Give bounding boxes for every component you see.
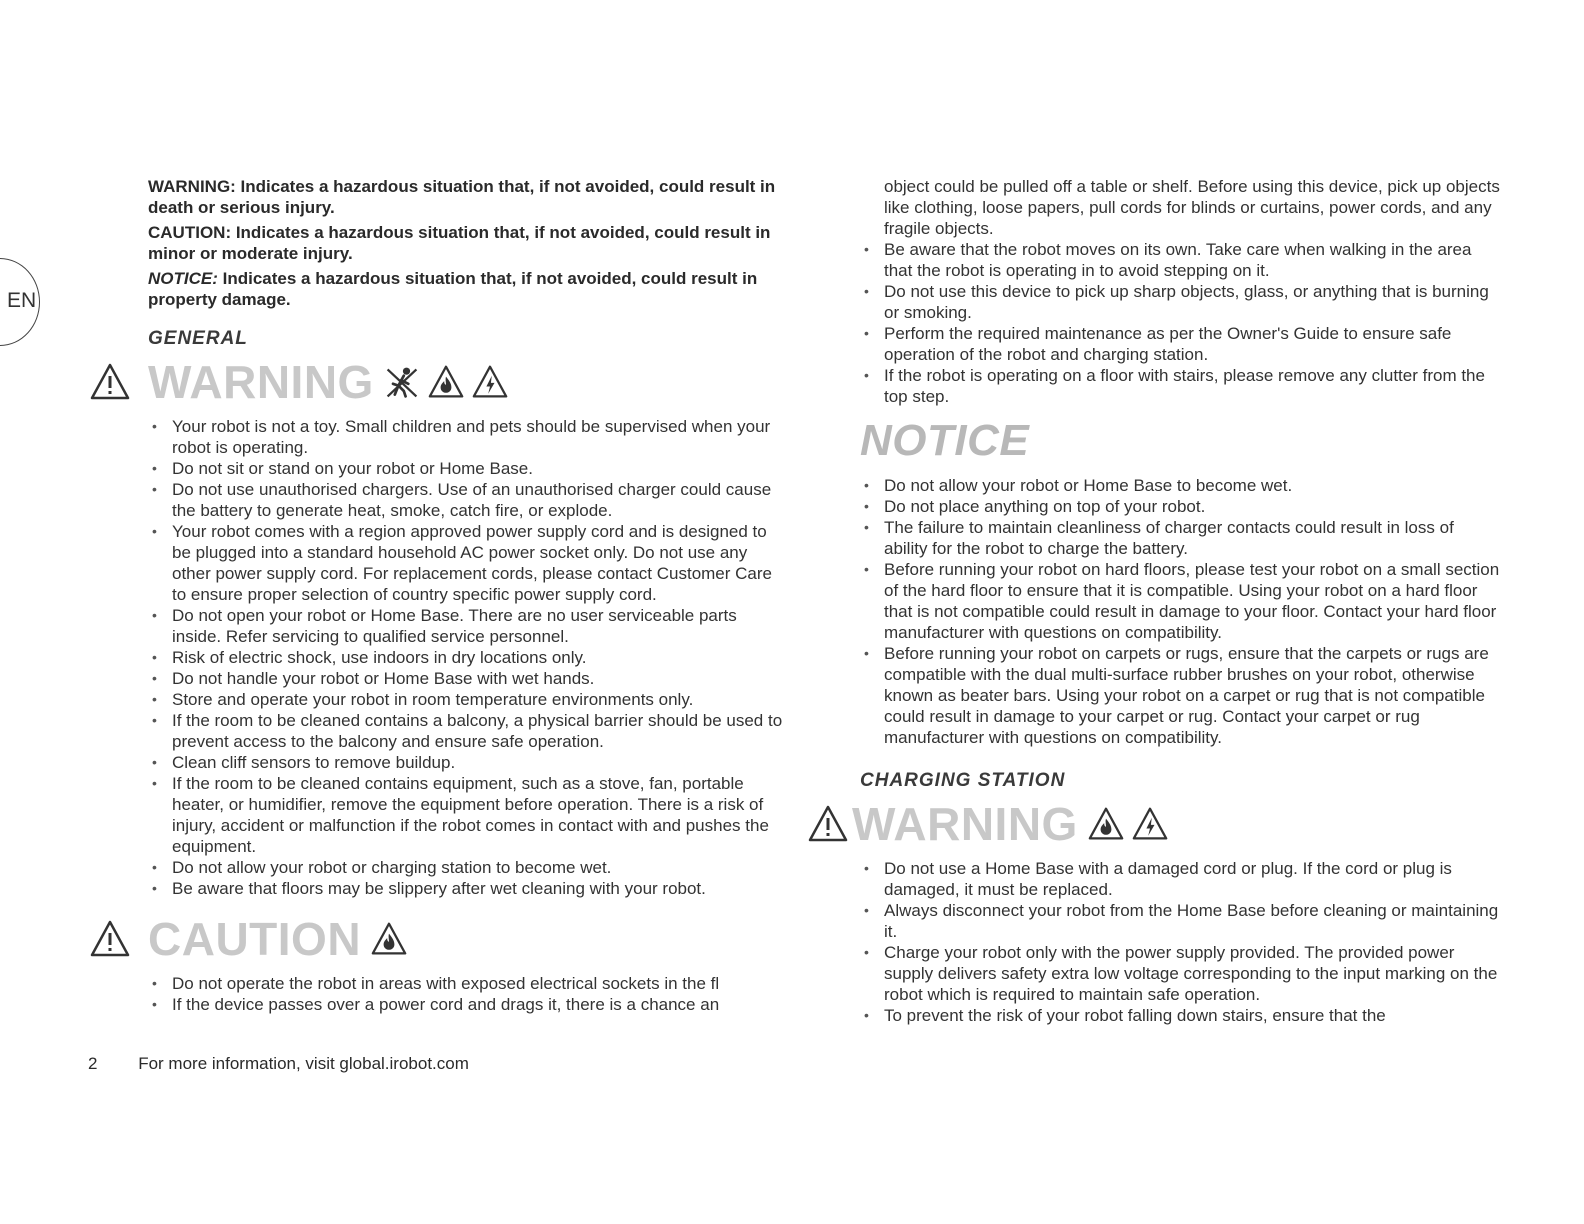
list-item: • Risk of electric shock, use indoors in dry locations only. [148,647,790,668]
warning-triangle-icon [808,804,848,844]
list-item: • Do not handle your robot or Home Base with wet hands. [148,668,790,689]
list-item: • Clean cliff sensors to remove buildup. [148,752,790,773]
caution-list [90,973,790,1015]
fire-hazard-icon [428,364,464,400]
caution-list-continued [860,239,1500,407]
list-item: • Do not operate the robot in areas with exposed electrical sockets in the fl [148,973,790,994]
charging-station-heading: CHARGING STATION [860,770,1066,791]
language-tab [0,258,40,346]
left-column [90,176,790,1015]
list-item: • Store and operate your robot in room temperature environments only. [148,689,790,710]
list-item: • Always disconnect your robot from the Home Base before cleaning or maintaining it. [860,900,1500,942]
list-item: • Do not use unauthorised chargers. Use of an unauthorised charger could cause the battery to generate heat, smoke, catch fire, or explode. [148,479,790,521]
list-item: • If the room to be cleaned contains a balcony, a physical barrier should be used to prevent access to the balcony and ensure safe operation. [148,710,790,752]
list-item: • Before running your robot on hard floors, please test your robot on a small section of the hard floor to ensure that it is compatible. Using your robot on a hard floor that is not compatible could result in damage to your floor. Contact your hard floor manufacturer with questions on compatibility. [860,559,1500,643]
warning-definition: WARNING: Indicates a hazardous situation that, if not avoided, could result in death or serious injury. [148,177,776,217]
list-item: • Do not sit or stand on your robot or Home Base. [148,458,790,479]
list-item: • Do not allow your robot or charging station to become wet. [148,857,790,878]
notice-list [860,475,1500,748]
caution-triangle-icon [90,919,130,959]
list-item: • Do not use this device to pick up sharp objects, glass, or anything that is burning or smoking. [860,281,1500,323]
list-item: • Be aware that the robot moves on its own. Take care when walking in the area that the robot is operating in to avoid stepping on it. [860,239,1500,281]
caution-word: CAUTION [148,913,362,965]
fire-hazard-icon [1088,806,1124,842]
electric-shock-icon [472,364,508,400]
electric-shock-icon [1132,806,1168,842]
list-item: • Do not use a Home Base with a damaged cord or plug. If the cord or plug is damaged, it must be replaced. [860,858,1500,900]
list-item: • Charge your robot only with the power supply provided. The provided power supply delivers safety extra low voltage corresponding to the input marking on the robot which is required to maintain safe operation. [860,942,1500,1005]
notice-word: NOTICE [860,416,1030,465]
page-footer [88,1054,469,1074]
list-item: • Your robot is not a toy. Small children and pets should be supervised when your robot is operating. [148,416,790,458]
charging-warning-list [860,858,1500,1026]
fire-hazard-icon [371,921,407,957]
no-climbing-person-icon [384,364,420,400]
language-tab-label: EN [7,289,37,312]
charging-warning-signal [808,798,1500,850]
caution-definition: CAUTION: Indicates a hazardous situation that, if not avoided, could result in minor or moderate injury. [148,223,771,263]
list-item: • To prevent the risk of your robot falling down stairs, ensure that the [860,1005,1500,1026]
list-item: • If the room to be cleaned contains equipment, such as a stove, fan, portable heater, or humidifier, remove the equipment before operation. There is a risk of injury, accident or malfunction if the robot comes in contact with and pushes the equipment. [148,773,790,857]
list-item: • Your robot comes with a region approved power supply cord and is designed to be plugged into a standard household AC power socket only. Do not use any other power supply cord. For replacement cords, please contact Customer Care to ensure proper selection of country specific power supply cord. [148,521,790,605]
right-column [852,176,1500,1026]
general-warning-signal [90,356,790,408]
list-item: • Perform the required maintenance as per the Owner's Guide to ensure safe operation of the robot and charging station. [860,323,1500,365]
general-warning-word: WARNING [148,356,374,408]
notice-definition-label: NOTICE: [148,269,218,288]
list-item: • If the device passes over a power cord and drags it, there is a chance an [148,994,790,1015]
warning-triangle-icon [90,362,130,402]
charging-warning-word: WARNING [852,798,1078,850]
list-item: • Be aware that floors may be slippery after wet cleaning with your robot. [148,878,790,899]
footer-text: For more information, visit global.irobot.com [138,1054,469,1073]
list-item: • Before running your robot on carpets or rugs, ensure that the carpets or rugs are compatible with the dual multi-surface rubber brushes on your robot, otherwise known as beater bars. Using your robot on a carpet or rug that is not compatible could result in damage to your carpet or rug. Contact your carpet or rug manufacturer with questions on compatibility. [860,643,1500,748]
caution-continuation: object could be pulled off a table or shelf. Before using this device, pick up objects like clothing, loose papers, pull cords for blinds or curtains, power cords, and any fragile objects. [884,177,1500,238]
notice-signal [860,415,1500,467]
general-heading: GENERAL [148,328,248,349]
list-item: • Do not open your robot or Home Base. There are no user serviceable parts inside. Refer servicing to qualified service personnel. [148,605,790,647]
general-warning-list [90,416,790,899]
caution-signal [90,913,790,965]
list-item: • The failure to maintain cleanliness of charger contacts could result in loss of ability for the robot to charge the battery. [860,517,1500,559]
notice-definition-text: Indicates a hazardous situation that, if not avoided, could result in property damage. [148,269,758,309]
list-item: • Do not place anything on top of your robot. [860,496,1500,517]
list-item: • If the robot is operating on a floor with stairs, please remove any clutter from the top step. [860,365,1500,407]
page-number: 2 [88,1054,98,1073]
list-item: • Do not allow your robot or Home Base to become wet. [860,475,1500,496]
notice-definition [148,268,790,310]
